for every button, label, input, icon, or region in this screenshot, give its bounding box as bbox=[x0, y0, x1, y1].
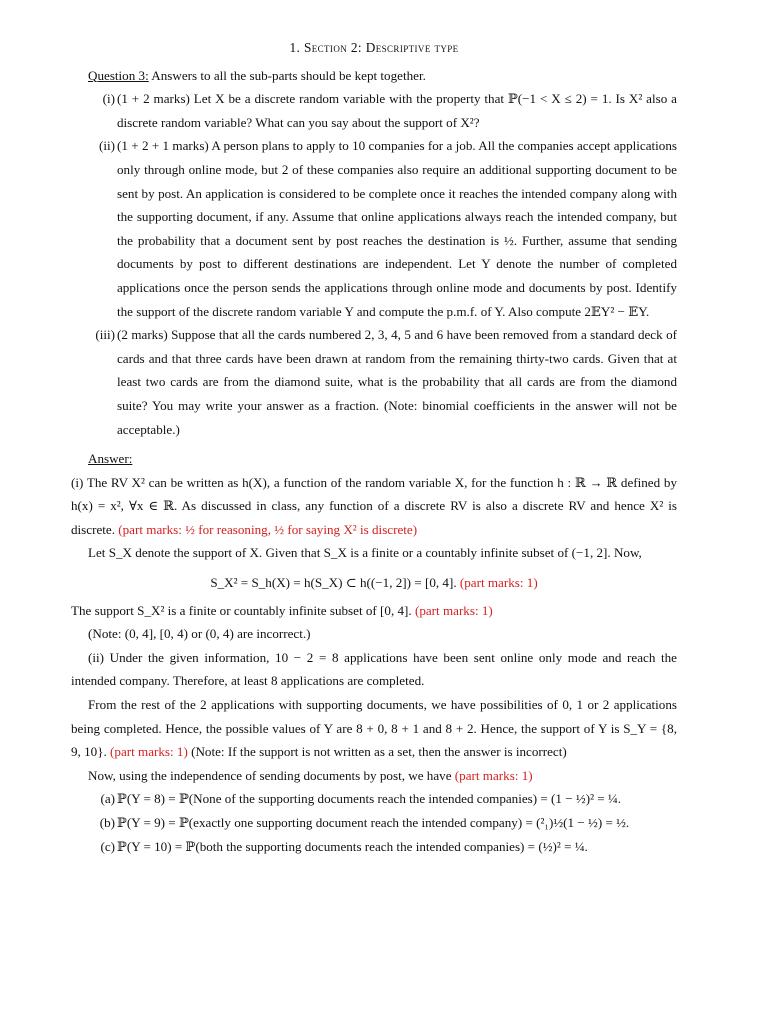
item-text: (2 marks) Suppose that all the cards numbered 2, 3, 4, 5 and 6 have been removed from a standard deck of cards and that three cards have been drawn at random from the remaining thirty-two cards. Given that at least two cards are from the diamond suite, what is the probability that all cards are from the diamond suite? You may write your answer as a fraction. (Note: binomial coefficients in the answer will not be acceptable.) bbox=[117, 327, 677, 437]
equation bbox=[71, 571, 677, 595]
question-item bbox=[71, 323, 677, 441]
case-item bbox=[71, 787, 677, 811]
item-number: (ii) bbox=[99, 138, 115, 154]
item-text: (1 + 2 + 1 marks) A person plans to apply to 10 companies for a job. All the companies accept applications only through online mode, but 2 of these companies also require an additional supporting document to be sent by post. An application is considered to be complete once it reaches the intended company along with the supporting document, if any. Assume that online applications always reach the intended company, but the probability that a document sent by post reaches the destination is ½. Further, assume that sending documents by post to different destinations are independent. Let Y denote the number of completed applications once the person sends the applications through online mode and documents by post. Identify the support of the discrete random variable Y and compute the p.m.f. of Y. Also compute 2𝔼Y² − 𝔼Y. bbox=[117, 138, 677, 319]
answer-p7: Now, using the independence of sending documents by post, we have bbox=[88, 767, 455, 783]
answer-p6: From the rest of the 2 applications with supporting documents, we have possibilities of 0, 1 or 2 applications being completed. Hence, the possible values of Y are 8 + 0, 8 + 1 and 8 + 2. Hence, the support of Y is S_Y = {8, 9, 10}. bbox=[71, 697, 677, 760]
answer-paragraph bbox=[71, 622, 677, 646]
answer-paragraph bbox=[71, 599, 677, 623]
section-title bbox=[71, 36, 677, 60]
answer-p4: (Note: (0, 4], [0, 4) or (0, 4) are incorrect.) bbox=[88, 626, 311, 642]
case-text: ℙ(Y = 9) = ℙ(exactly one supporting document reach the intended company) = (²₁)½(1 − ½) = ½. bbox=[117, 815, 630, 830]
answer-p2: Let S_X denote the support of X. Given that S_X is a finite or a countably infinite subset of (−1, 2]. Now, bbox=[88, 545, 642, 561]
answer-p5: (ii) Under the given information, 10 − 2 = 8 applications have been sent online only mode and reach the intended company. Therefore, at least 8 applications are completed. bbox=[71, 649, 677, 689]
part-marks: (part marks: ½ for reasoning, ½ for saying X² is discrete) bbox=[118, 521, 418, 537]
part-marks: (part marks: 1) bbox=[454, 767, 533, 783]
answer-header bbox=[71, 447, 677, 471]
part-marks: (part marks: 1) bbox=[459, 575, 538, 591]
answer-p3: The support S_X² is a finite or countably infinite subset of [0, 4]. bbox=[71, 602, 415, 618]
answer-cases bbox=[71, 787, 677, 858]
answer-paragraph bbox=[71, 541, 677, 565]
item-text: (1 + 2 marks) Let X be a discrete random variable with the property that ℙ(−1 < X ≤ 2) = 1. Is X² also a discrete random variable? What can you say about the support of X²? bbox=[117, 91, 677, 130]
case-number: (a) bbox=[100, 791, 115, 807]
question-header bbox=[71, 64, 677, 88]
answer-label: Answer: bbox=[88, 451, 133, 467]
question-item bbox=[71, 134, 677, 323]
answer-p6-tail: (Note: If the support is not written as a set, then the answer is incorrect) bbox=[187, 744, 567, 760]
case-item bbox=[71, 835, 677, 859]
case-number: (c) bbox=[100, 838, 115, 854]
part-marks: (part marks: 1) bbox=[110, 744, 188, 760]
case-text: ℙ(Y = 8) = ℙ(None of the supporting documents reach the intended companies) = (1 − ½)² = ¼. bbox=[117, 791, 622, 807]
answer-paragraph bbox=[71, 646, 677, 693]
equation-text: S_X² = S_h(X) = h(S_X) ⊂ h((−1, 2]) = [0, 4]. bbox=[210, 575, 460, 591]
answer-paragraph bbox=[71, 471, 677, 542]
case-item bbox=[71, 811, 677, 835]
part-marks: (part marks: 1) bbox=[414, 602, 493, 618]
answer-paragraph bbox=[71, 693, 677, 764]
item-number: (iii) bbox=[95, 327, 115, 343]
section-title-text: Section 2: Descriptive type bbox=[303, 40, 459, 55]
case-text: ℙ(Y = 10) = ℙ(both the supporting documents reach the intended companies) = (½)² = ¼. bbox=[117, 838, 588, 854]
question-label: Question 3: bbox=[88, 67, 149, 83]
answer-p1: (i) The RV X² can be written as h(X), a function of the random variable X, for the function h : ℝ → ℝ defined by h(x) = x², ∀x ∈ ℝ. As discussed in class, any function of a discrete RV is also a discrete RV and hence X² is discrete. bbox=[71, 474, 677, 537]
question-intro: Answers to all the sub-parts should be kept together. bbox=[148, 67, 426, 83]
question-items bbox=[71, 87, 677, 441]
answer-paragraph bbox=[71, 764, 677, 788]
case-number: (b) bbox=[99, 815, 115, 830]
document-page bbox=[71, 36, 677, 858]
item-number: (i) bbox=[102, 91, 115, 107]
question-item bbox=[71, 87, 677, 134]
section-number: 1. bbox=[289, 40, 304, 55]
